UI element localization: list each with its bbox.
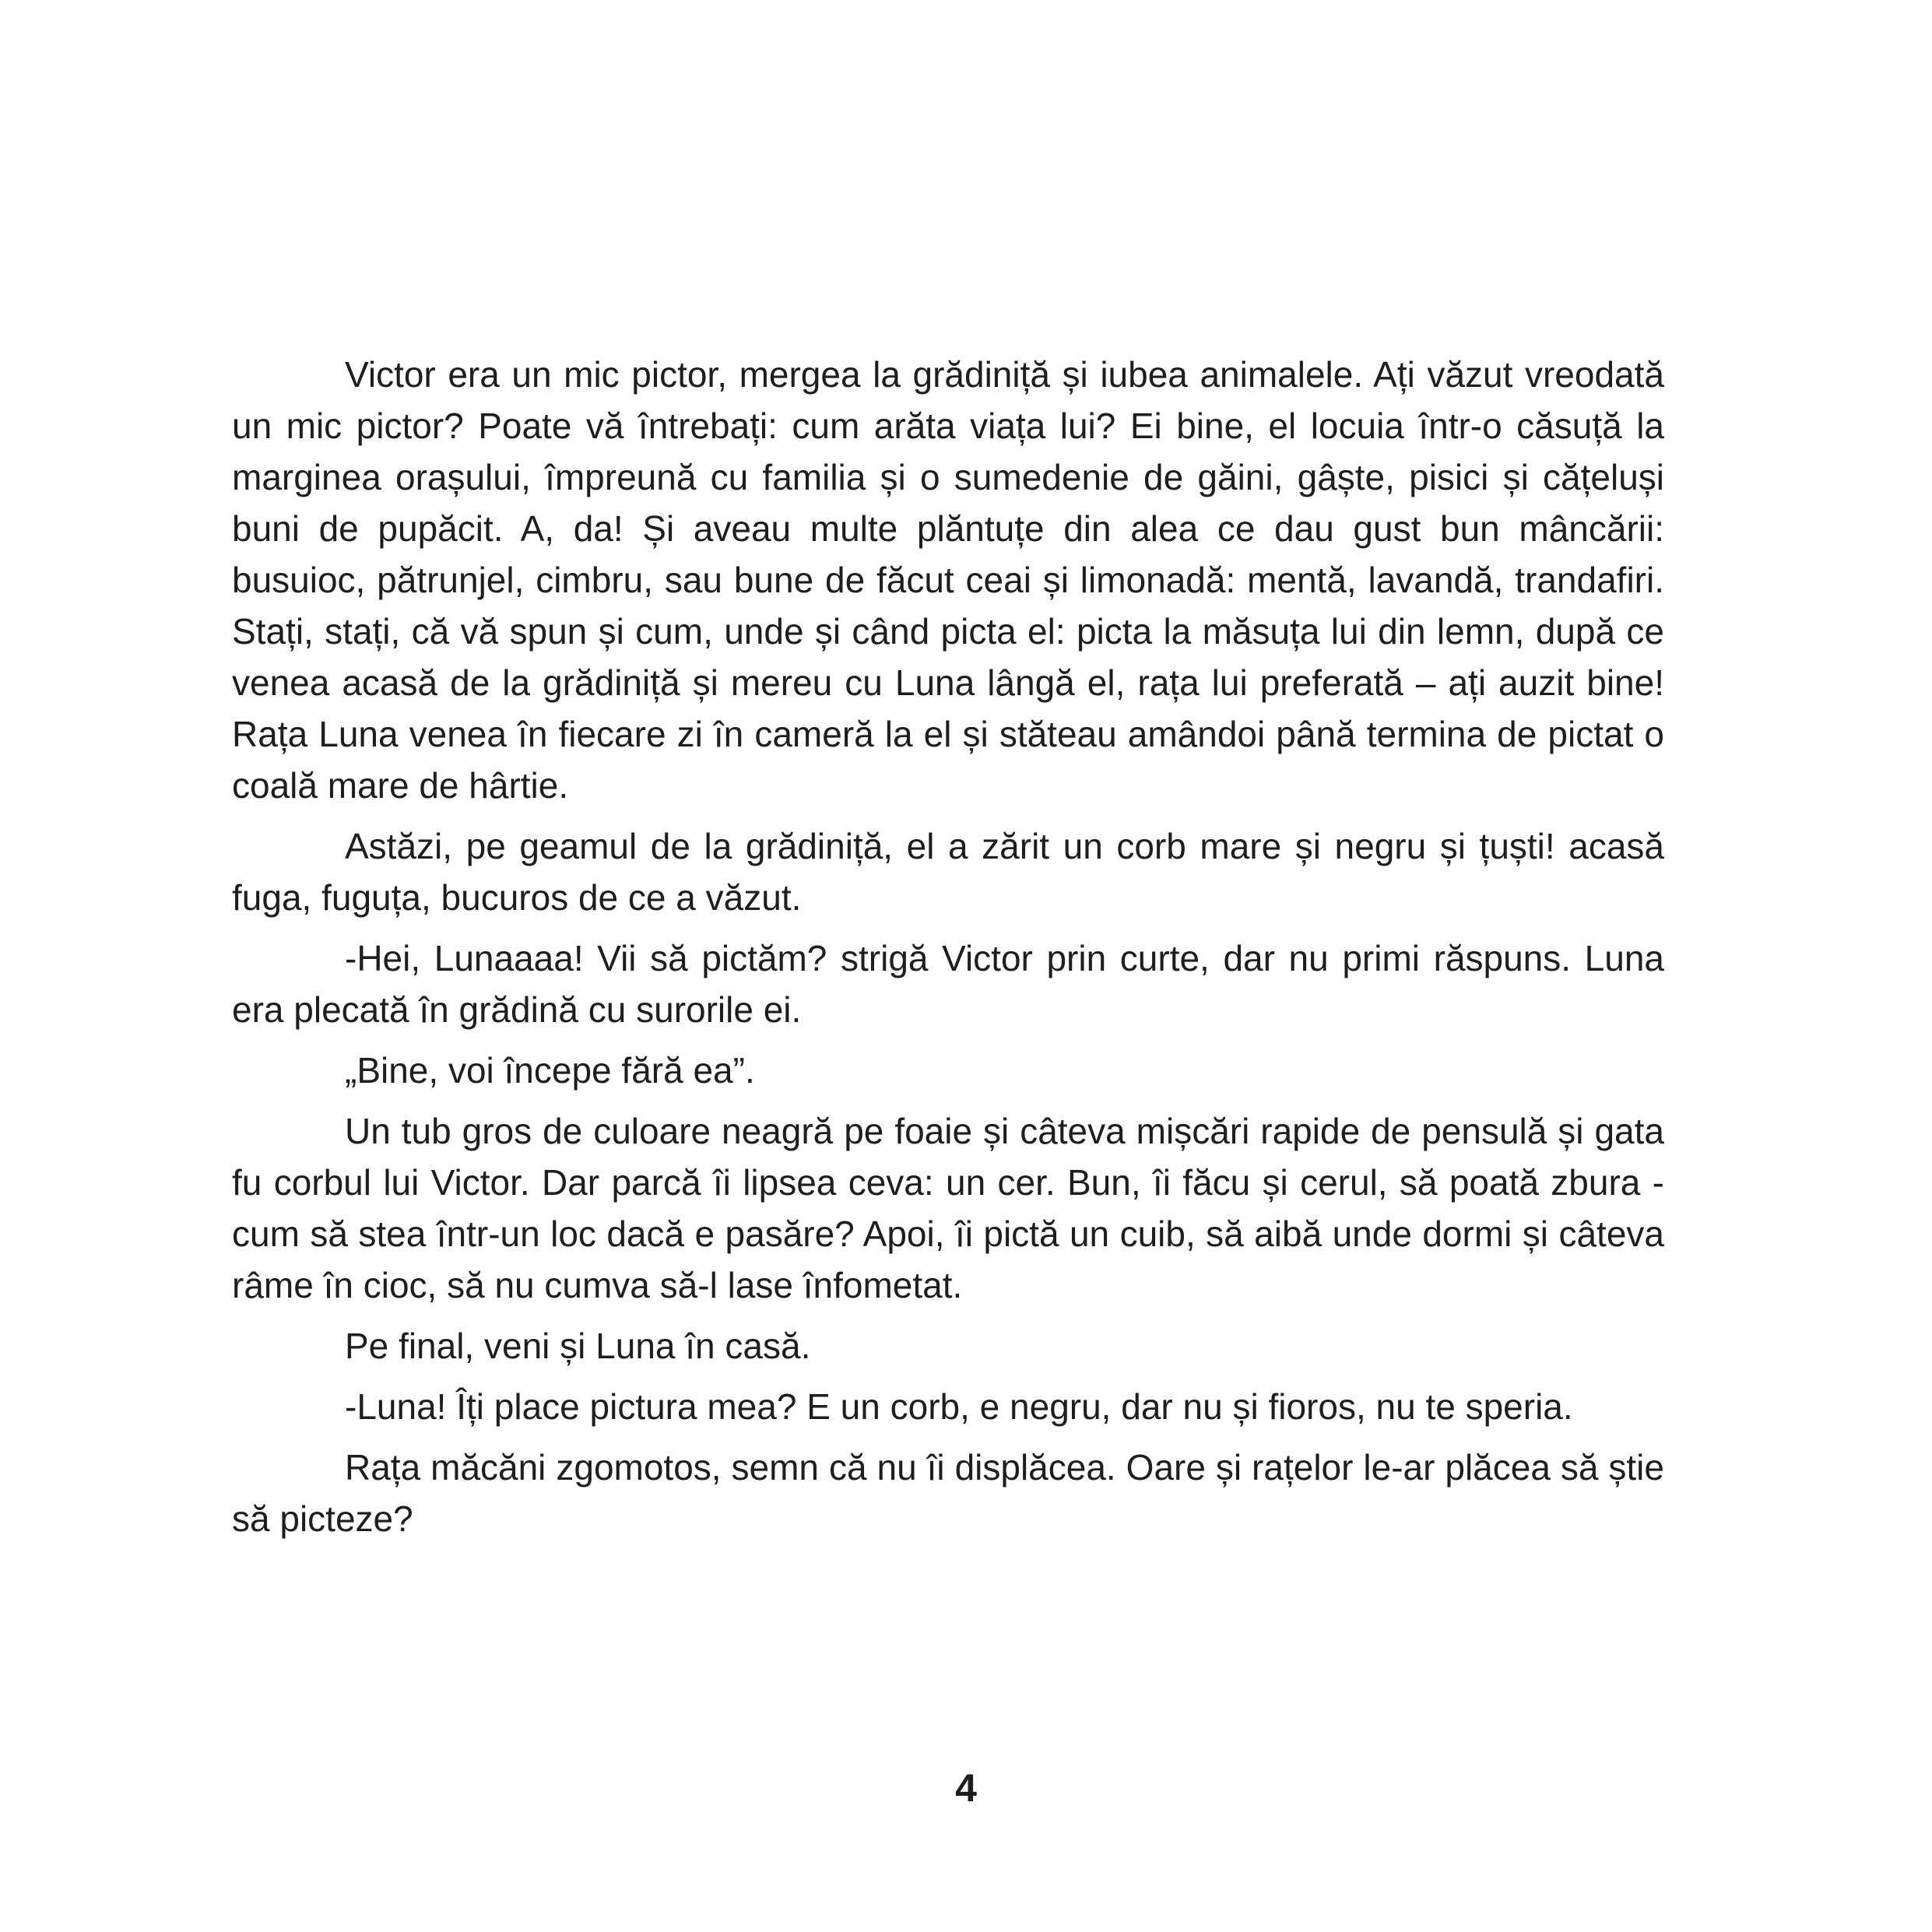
story-text <box>232 349 1664 1554</box>
paragraph-call-luna: -Hei, Lunaaaa! Vii să pictăm? strigă Victor prin curte, dar nu primi răspuns. Luna era plecată în grădină cu surorile ei. <box>232 938 1664 1030</box>
paragraph-start-alone: „Bine, voi începe fără ea”. <box>345 1050 755 1091</box>
paragraph-painting: Un tub gros de culoare neagră pe foaie și câteva mișcări rapide de pensulă și gata fu corbul lui Victor. Dar parcă îi lipsea ceva: un cer. Bun, îi făcu și cerul, să poată zbura - cum să stea într-un loc dacă e pasăre? Apoi, îi pictă un cuib, să aibă unde dormi și câteva râme în cioc, să nu cumva să-l lase înfometat. <box>232 1111 1664 1305</box>
paragraph-raven: Astăzi, pe geamul de la grădiniță, el a zărit un corb mare și negru și țuști! acasă fuga, fuguța, bucuros de ce a văzut. <box>232 826 1664 918</box>
page-number: 4 <box>955 1766 977 1810</box>
paragraph-luna-arrives: Pe final, veni și Luna în casă. <box>345 1326 811 1366</box>
paragraph-intro: Victor era un mic pictor, mergea la grădiniță și iubea animalele. Ați văzut vreodată un mic pictor? Poate vă întrebați: cum arăta viața lui? Ei bine, el locuia într-o căsuță la marginea orașului, împreună cu familia și o sumedenie de găini, gâște, pisici și cățeluși buni de pupăcit. A, da! Și aveau multe plăntuțe din alea ce dau gust bun mâncării: busuioc, pătrunjel, cimbru, sau bune de făcut ceai și limonadă: mentă, lavandă, trandafiri. Stați, stați, că vă spun și cum, unde și când picta el: picta la măsuța lui din lemn, după ce venea acasă de la grădiniță și mereu cu Luna lângă el, rața lui preferată – ați auzit bine! Rața Luna venea în fiecare zi în cameră la el și stăteau amândoi până termina de pictat o coală mare de hârtie. <box>232 354 1664 806</box>
paragraph-question: -Luna! Îți place pictura mea? E un corb, e negru, dar nu și fioros, nu te speria. <box>345 1386 1573 1427</box>
paragraph-ending: Rața măcăni zgomotos, semn că nu îi displăcea. Oare și rațelor le-ar plăcea să știe să picteze? <box>232 1447 1664 1539</box>
